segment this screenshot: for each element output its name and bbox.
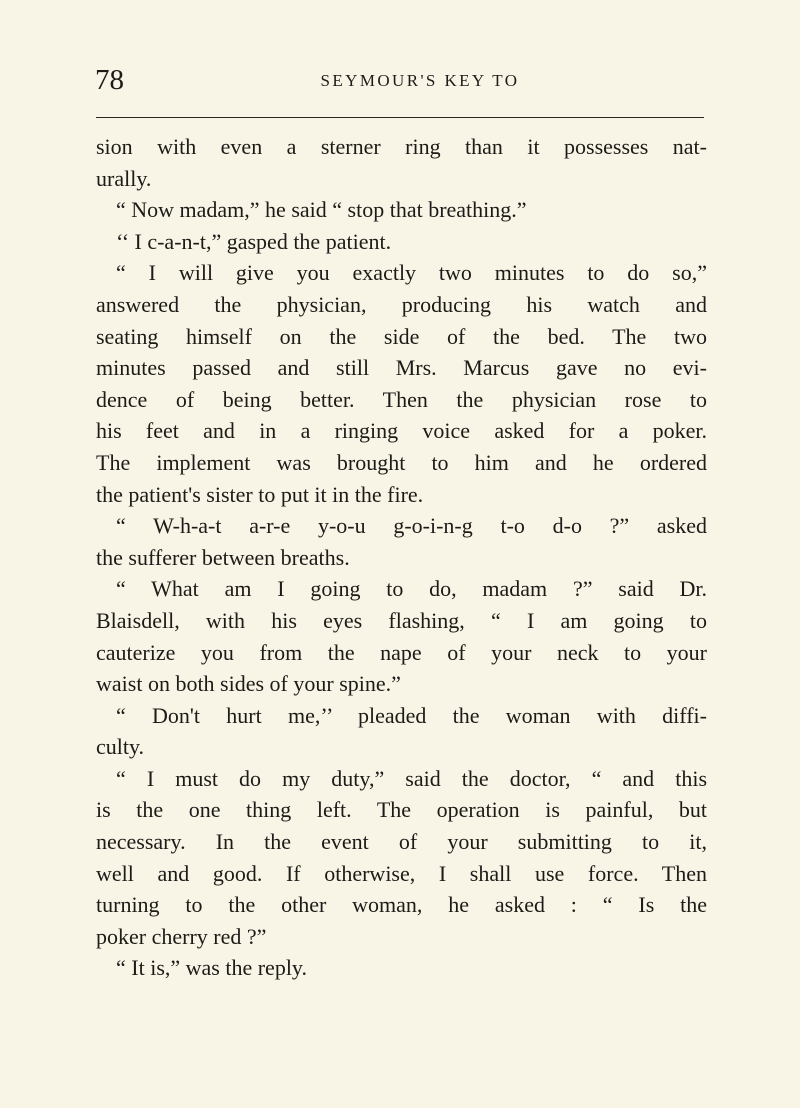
text-line: “ I will give you exactly two minutes to do so,” (116, 260, 707, 286)
text-line: “ W-h-a-t a-r-e y-o-u g-o-i-n-g t-o d-o ?” asked (116, 513, 707, 539)
page-number: 78 (95, 64, 124, 96)
text-line: The implement was brought to him and he ordered (96, 449, 707, 475)
text-line: urally. (96, 165, 152, 191)
text-line: “ Don't hurt me,’’ pleaded the woman with diffi- (116, 702, 707, 728)
text-line: Blaisdell, with his eyes flashing, “ I am going to (96, 607, 707, 633)
text-line: poker cherry red ?” (96, 923, 267, 949)
text-line: seating himself on the side of the bed. The two (96, 323, 707, 349)
text-line: the sufferer between breaths. (96, 544, 350, 570)
text-line: waist on both sides of your spine.” (96, 671, 401, 697)
text-line: minutes passed and still Mrs. Marcus gave no evi- (96, 355, 707, 381)
text-line: ‘‘ I c-a-n-t,” gasped the patient. (116, 228, 392, 254)
page-header (95, 62, 715, 102)
text-line: cauterize you from the nape of your neck to your (96, 639, 707, 665)
text-line: turning to the other woman, he asked : “ Is the (96, 892, 707, 918)
text-line: sion with even a sterner ring than it possesses nat- (96, 134, 707, 159)
running-title: SEYMOUR'S KEY TO (320, 71, 520, 90)
text-line: well and good. If otherwise, I shall use force. Then (96, 860, 707, 886)
text-line: “ What am I going to do, madam ?” said Dr. (116, 576, 707, 602)
text-line: dence of being better. Then the physician rose to (96, 386, 707, 412)
text-line: necessary. In the event of your submitting to it, (96, 829, 707, 855)
body-text (96, 131, 707, 984)
text-line: his feet and in a ringing voice asked for a poker. (96, 418, 707, 444)
text-line: “ I must do my duty,” said the doctor, “ and this (116, 765, 707, 791)
text-line: is the one thing left. The operation is painful, but (96, 797, 707, 823)
text-line: answered the physician, producing his watch and (96, 291, 707, 317)
text-line: the patient's sister to put it in the fire. (96, 481, 424, 507)
text-line: culty. (96, 734, 145, 760)
text-line: “ It is,” was the reply. (116, 955, 308, 981)
text-line: “ Now madam,” he said “ stop that breathing.” (116, 197, 527, 223)
header-rule (96, 117, 704, 118)
